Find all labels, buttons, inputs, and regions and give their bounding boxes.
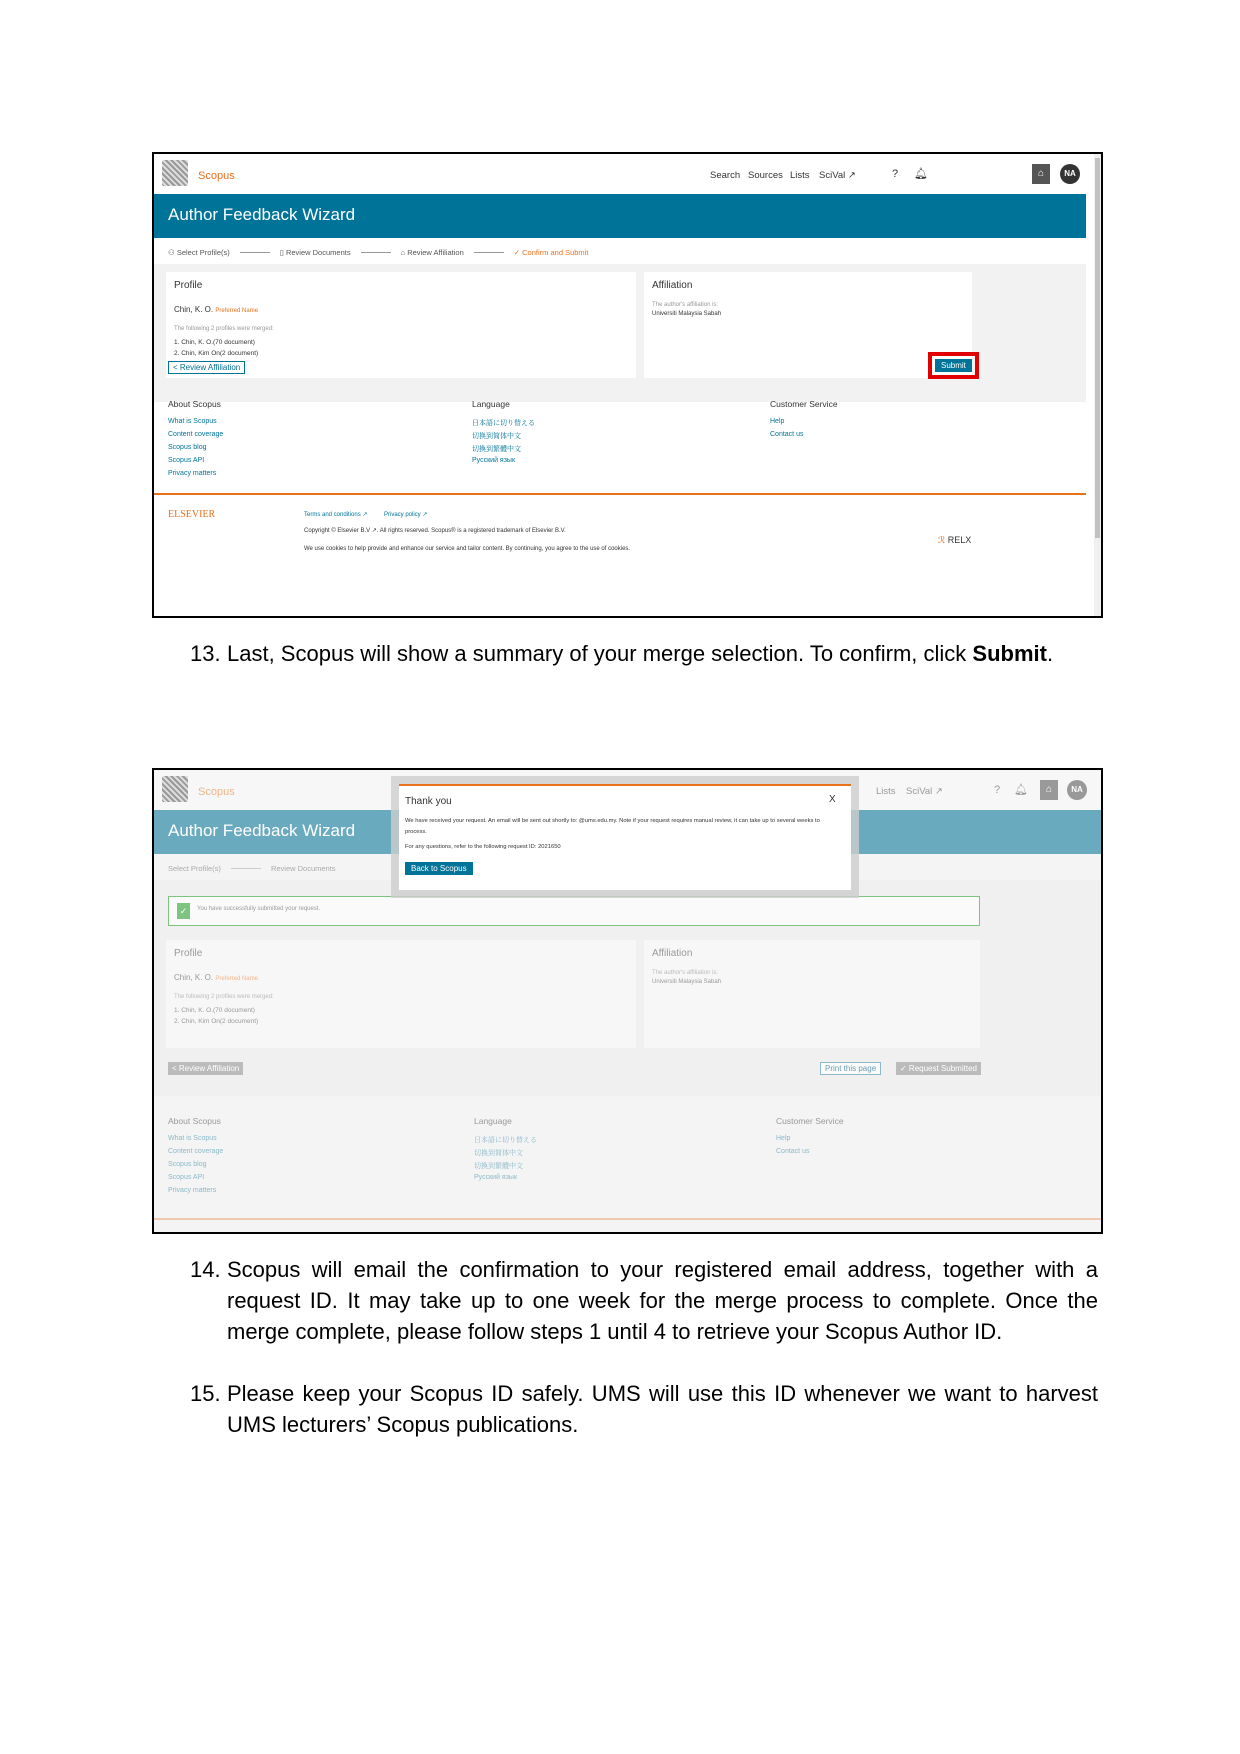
page-title: Author Feedback Wizard xyxy=(168,821,356,840)
footer-link[interactable]: Scopus API xyxy=(168,1174,205,1181)
modal-title: Thank you xyxy=(405,796,452,807)
help-icon[interactable]: ? xyxy=(892,168,899,180)
footer-link[interactable]: Scopus blog xyxy=(168,444,207,451)
footer-link[interactable]: What is Scopus xyxy=(168,418,217,425)
footer-divider xyxy=(154,1218,1101,1220)
modal-message: We have received your request. An email will be sent out shortly to: @ums.edu.my. Note if your request requires manual review, it can take up to several weeks to process. xyxy=(405,818,820,835)
scopus-brand[interactable]: Scopus xyxy=(198,170,235,182)
language-link[interactable]: Русский язык xyxy=(474,1174,518,1181)
profile-heading: Profile xyxy=(174,948,203,959)
main-area xyxy=(154,264,1086,402)
terms-link[interactable]: Terms and conditions ↗ xyxy=(304,512,368,518)
footer-link[interactable]: Scopus blog xyxy=(168,1161,207,1168)
wizard-steps xyxy=(168,248,588,257)
request-id-text: For any questions, refer to the following request ID: 2021650 xyxy=(405,844,561,850)
merged-note: The following 2 profiles were merged: xyxy=(174,994,274,1000)
language-link[interactable]: 切換到繁體中文 xyxy=(472,446,521,453)
profile-heading: Profile xyxy=(174,280,203,291)
nav-lists[interactable]: Lists xyxy=(790,170,810,181)
language-link[interactable]: 切换到简体中文 xyxy=(474,1150,523,1157)
profile-name: Chin, K. O. Preferred Name xyxy=(174,973,259,982)
step-number: 13. xyxy=(190,641,221,666)
nav-search[interactable]: Search xyxy=(710,170,741,181)
footer-language-heading: Language xyxy=(474,1116,512,1126)
elsevier-logo[interactable]: ELSEVIER xyxy=(168,509,216,520)
institution-icon[interactable]: ⌂ xyxy=(1032,164,1050,184)
step-text: Scopus will email the confirmation to your registered email address, together with a request ID. It may take up to one week for the merge process to complete. Once the merge complete, please follow steps 1 until 4 to retrieve your Scopus Author ID. xyxy=(227,1257,1098,1344)
language-link[interactable]: 切换到简体中文 xyxy=(472,433,521,440)
language-link[interactable]: 日本語に切り替える xyxy=(472,420,535,427)
nav-scival[interactable]: SciVal ↗ xyxy=(819,170,856,181)
step-number: 14. xyxy=(190,1257,221,1282)
nav-scival[interactable]: SciVal ↗ xyxy=(906,786,943,797)
contact-link[interactable]: Contact us xyxy=(776,1148,810,1155)
footer-service-heading: Customer Service xyxy=(770,399,838,409)
cookie-text: We use cookies to help provide and enhance our service and tailor content. By continuing, you agree to the use of cookies. xyxy=(304,546,631,552)
review-affiliation-button[interactable]: < Review Affiliation xyxy=(168,361,245,374)
footer-link[interactable]: Content coverage xyxy=(168,1148,224,1155)
page-title: Author Feedback Wizard xyxy=(168,205,356,224)
language-link[interactable]: 日本語に切り替える xyxy=(474,1137,537,1144)
top-nav xyxy=(154,154,1101,194)
submit-button[interactable]: Submit xyxy=(935,359,972,372)
submit-highlight xyxy=(928,352,979,379)
footer-about-heading: About Scopus xyxy=(168,399,221,409)
back-to-scopus-button[interactable]: Back to Scopus xyxy=(405,862,473,875)
footer-link[interactable]: Privacy matters xyxy=(168,470,217,477)
contact-link[interactable]: Contact us xyxy=(770,431,804,438)
merged-profile-item: 2. Chin, Kim On(2 document) xyxy=(174,350,259,357)
avatar[interactable]: NA xyxy=(1067,780,1087,800)
step-text: Please keep your Scopus ID safely. UMS will use this ID whenever we want to harvest UMS lecturers’ Scopus publications. xyxy=(227,1381,1098,1437)
help-icon[interactable]: ? xyxy=(994,784,1001,796)
close-icon[interactable]: X xyxy=(829,794,836,805)
check-icon: ✓ xyxy=(177,903,190,919)
step-confirm-submit: ✓ Confirm and Submit xyxy=(513,248,589,257)
affiliation-note: The author's affiliation is: xyxy=(652,970,719,976)
footer-link[interactable]: Scopus API xyxy=(168,457,205,464)
success-banner xyxy=(168,896,980,926)
footer-link[interactable]: Content coverage xyxy=(168,431,224,438)
elsevier-tree-logo xyxy=(162,160,188,186)
merged-profile-item: 1. Chin, K. O.(70 document) xyxy=(174,339,255,346)
footer-link[interactable]: What is Scopus xyxy=(168,1135,217,1142)
affiliation-value: Universiti Malaysia Sabah xyxy=(652,311,722,317)
language-link[interactable]: 切換到繁體中文 xyxy=(474,1163,523,1170)
step-review-documents: Review Documents xyxy=(270,864,336,873)
scrollbar[interactable] xyxy=(1094,154,1101,616)
help-link[interactable]: Help xyxy=(776,1135,791,1142)
affiliation-heading: Affiliation xyxy=(652,948,693,959)
avatar[interactable]: NA xyxy=(1060,164,1080,184)
merged-note: The following 2 profiles were merged: xyxy=(174,326,274,332)
institution-icon[interactable]: ⌂ xyxy=(1040,780,1058,800)
nav-sources[interactable]: Sources xyxy=(748,170,783,181)
affiliation-value: Universiti Malaysia Sabah xyxy=(652,979,722,985)
elsevier-tree-logo xyxy=(162,776,188,802)
wizard-steps xyxy=(168,864,336,873)
footer-divider xyxy=(154,493,1086,495)
profile-name: Chin, K. O. Preferred Name xyxy=(174,305,259,314)
step-text: Last, Scopus will show a summary of your merge selection. To confirm, click Submit. xyxy=(227,641,1054,666)
print-button[interactable]: Print this page xyxy=(820,1062,881,1075)
affiliation-heading: Affiliation xyxy=(652,280,693,291)
step-number: 15. xyxy=(190,1381,221,1406)
nav-lists[interactable]: Lists xyxy=(876,786,896,797)
screenshot-confirm-submit xyxy=(152,152,1103,618)
footer-link[interactable]: Privacy matters xyxy=(168,1187,217,1194)
merged-profile-item: 2. Chin, Kim On(2 document) xyxy=(174,1018,259,1025)
footer-about-heading: About Scopus xyxy=(168,1116,221,1126)
success-message: You have successfully submitted your request. xyxy=(197,906,321,912)
page-banner xyxy=(154,194,1086,238)
step-review-documents: ▯ Review Documents xyxy=(279,248,351,257)
bell-icon[interactable]: 🔔︎ xyxy=(914,168,928,180)
merged-profile-item: 1. Chin, K. O.(70 document) xyxy=(174,1007,255,1014)
main-area xyxy=(154,880,1101,1096)
language-link[interactable]: Русский язык xyxy=(472,457,516,464)
profile-panel xyxy=(166,940,636,1048)
thank-you-modal xyxy=(399,784,851,890)
affiliation-panel xyxy=(644,272,972,378)
step-select-profiles: Select Profile(s) xyxy=(168,864,221,873)
footer-language-heading: Language xyxy=(472,399,510,409)
copyright-text: Copyright © Elsevier B.V ↗. All rights reserved. Scopus® is a registered trademark of Elsevier B.V. xyxy=(304,528,566,534)
step-review-affiliation: ⌂ Review Affiliation xyxy=(400,248,464,257)
screenshot-thank-you xyxy=(152,768,1103,1234)
request-submitted-button: ✓ Request Submitted xyxy=(896,1062,981,1075)
affiliation-panel xyxy=(644,940,980,1048)
footer-service-heading: Customer Service xyxy=(776,1116,844,1126)
bell-icon[interactable]: 🔔︎ xyxy=(1014,784,1028,796)
help-link[interactable]: Help xyxy=(770,418,785,425)
affiliation-note: The author's affiliation is: xyxy=(652,302,719,308)
step-select-profiles: ⚇ Select Profile(s) xyxy=(168,248,230,257)
privacy-link[interactable]: Privacy policy ↗ xyxy=(384,512,428,518)
scopus-brand[interactable]: Scopus xyxy=(198,786,235,798)
relx-logo: ℛ RELX xyxy=(938,535,972,545)
review-affiliation-button[interactable]: < Review Affiliation xyxy=(168,1062,243,1075)
